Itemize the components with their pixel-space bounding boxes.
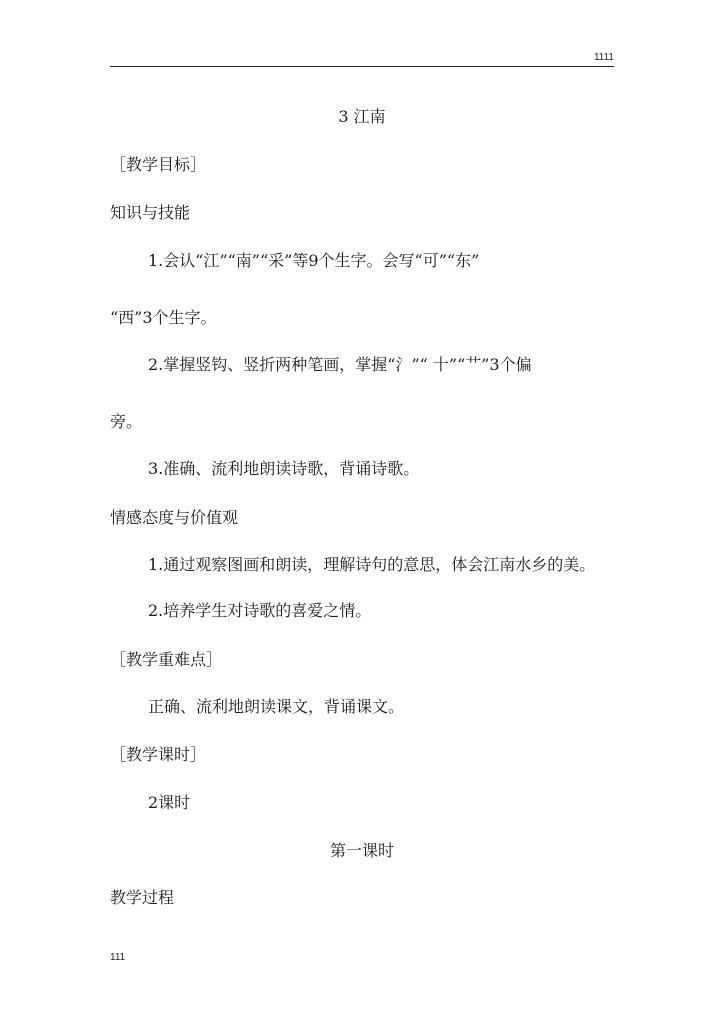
emotion-item-2: 2.培养学生对诗歌的喜爱之情。	[148, 601, 372, 620]
hours-text: 2课时	[148, 793, 191, 812]
knowledge-item-1-cont: “西”3个生字。	[110, 308, 217, 327]
section-hours-heading: ［教学课时］	[110, 745, 207, 764]
section-objectives-heading: ［教学目标］	[110, 155, 207, 174]
footer-page-number: 111	[110, 952, 126, 963]
lesson-heading: 第一课时	[329, 841, 394, 860]
lesson-title: 3 江南	[338, 107, 386, 126]
emotion-item-1: 1.通过观察图画和朗读，理解诗句的意思，体会江南水乡的美。	[148, 555, 596, 574]
emotion-heading: 情感态度与价值观	[110, 508, 239, 527]
knowledge-item-2: 2.掌握竖钩、竖折两种笔画，掌握“氵”“ 十”“艹”3个偏	[148, 355, 532, 374]
knowledge-item-3: 3.准确、流利地朗读诗歌，背诵诗歌。	[148, 459, 420, 478]
knowledge-item-2-cont: 旁。	[110, 412, 143, 431]
knowledge-item-1: 1.会认“江”“南”“采”等9个生字。会写“可”“东”	[148, 251, 480, 270]
header-page-number: 1111	[593, 52, 614, 63]
difficulty-text: 正确、流利地朗读课文，背诵课文。	[148, 697, 405, 716]
header-rule	[110, 66, 614, 67]
section-difficulty-heading: ［教学重难点］	[110, 650, 223, 669]
knowledge-heading: 知识与技能	[110, 203, 191, 222]
process-heading: 教学过程	[110, 888, 175, 907]
